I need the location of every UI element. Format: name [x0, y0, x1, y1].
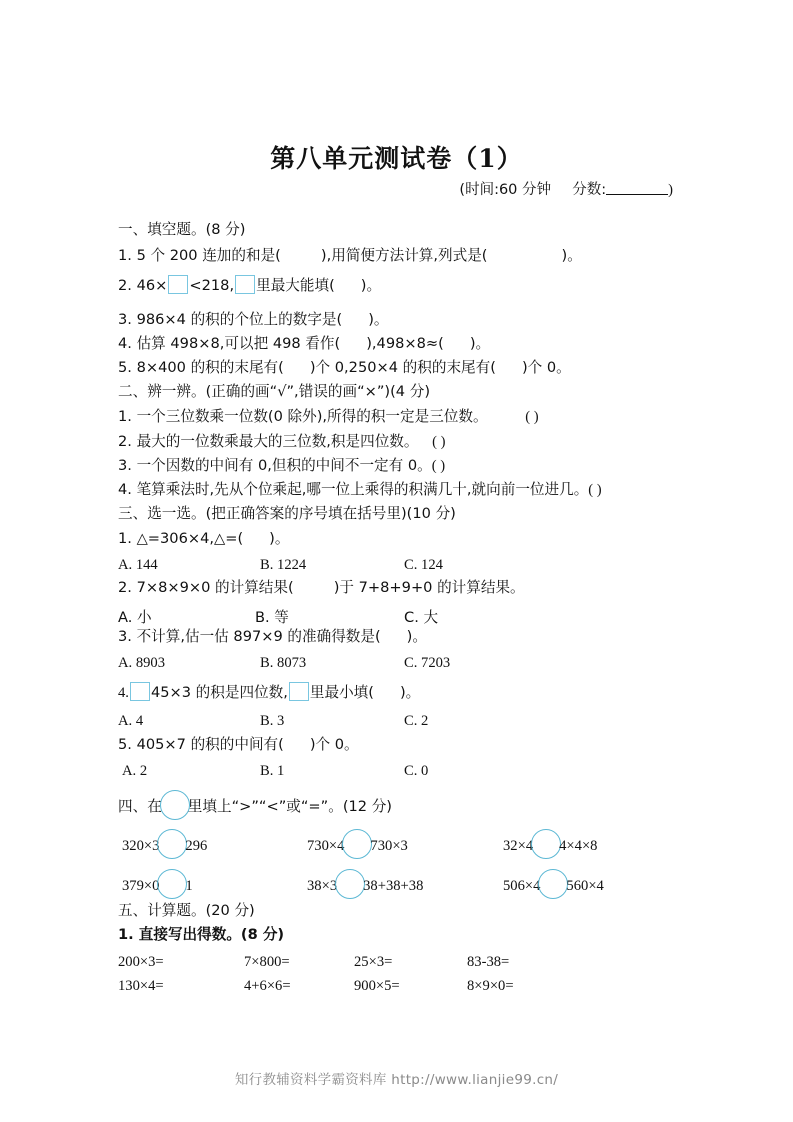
comparison-circle-icon[interactable]: [157, 869, 187, 899]
s2-item2-answer-paren[interactable]: ( ): [432, 434, 446, 450]
s1-q2-part-b: <218,: [189, 277, 235, 294]
s1-q4-part-c: )。: [469, 335, 491, 352]
section2-item-3: [118, 459, 445, 474]
exam-score-label: 分数:: [572, 182, 607, 198]
s4-row1-col3: [503, 829, 597, 859]
s5-row1-item4[interactable]: 83-38=: [467, 954, 510, 970]
s4-row1-col1: [122, 829, 207, 859]
s5-row1-item3[interactable]: 25×3=: [354, 954, 393, 970]
s2-item3-answer-paren[interactable]: ( ): [431, 458, 446, 474]
s4-r2c3-left: 506×4: [503, 878, 541, 894]
s3-q4-part-d: )。: [399, 684, 421, 701]
s2-item4-text: 4. 笔算乘法时,先从个位乘起,哪一位上乘得的积满几十,就向前一位进几。: [118, 481, 589, 498]
s4-r1c1-left: 320×3: [122, 838, 160, 854]
s3-q4-number: 4.: [118, 685, 129, 701]
section3-q1: [118, 532, 289, 547]
section1-q1: [118, 249, 582, 264]
s2-item1-answer-paren[interactable]: ( ): [525, 409, 539, 425]
s3-q4-part-b: 45×3 的积是四位数,: [150, 684, 288, 701]
answer-box-icon[interactable]: [168, 275, 188, 294]
section1-q5: [118, 361, 571, 376]
s4-r1c3-left: 32×4: [503, 838, 534, 854]
section3-q5: [118, 738, 359, 753]
section3-q2: [118, 581, 525, 596]
s4-row2-col2: [307, 869, 423, 899]
comparison-circle-icon[interactable]: [335, 869, 365, 899]
section3-heading: 三、选一选。(把正确答案的序号填在括号里)(10 分): [118, 505, 456, 522]
s1-q1-part-a: 1. 5 个 200 连加的和是(: [118, 247, 281, 264]
s3-q3-option-a[interactable]: A. 8903: [118, 655, 166, 671]
section2-heading: 二、辨一辨。(正确的画“√”,错误的画“×”)(4 分): [118, 383, 431, 400]
s3-q3-option-c[interactable]: C. 7203: [404, 655, 451, 671]
s2-item1-text: 1. 一个三位数乘一位数(0 除外),所得的积一定是三位数。: [118, 408, 488, 425]
s3-q1-option-b[interactable]: B. 1224: [260, 557, 307, 573]
s1-q2-part-a: 2. 46×: [118, 277, 168, 294]
section4-heading: [118, 790, 392, 820]
s1-q2-part-c: 里最大能填(: [256, 277, 335, 294]
s1-q1-part-c: )。: [561, 247, 582, 264]
s3-q5-text: 5. 405×7 的积的中间有(: [118, 736, 284, 753]
s3-q1-option-a[interactable]: A. 144: [118, 557, 158, 573]
s1-q2-part-d: )。: [360, 277, 382, 294]
comparison-circle-icon[interactable]: [160, 790, 190, 820]
s5-row2-item1[interactable]: 130×4=: [118, 978, 164, 994]
section2-item-1: [118, 410, 539, 425]
answer-box-icon[interactable]: [130, 682, 150, 701]
section1-q4: [118, 337, 490, 352]
comparison-circle-icon[interactable]: [157, 829, 187, 859]
section1-q2: [118, 275, 381, 294]
s4-r1c1-right: 296: [185, 838, 208, 854]
section2-item-4: [118, 483, 602, 498]
s3-q4-option-b[interactable]: B. 3: [260, 713, 285, 729]
s3-q5-option-a[interactable]: A. 2: [122, 763, 148, 779]
section5-sub1-heading: 1. 直接写出得数。(8 分): [118, 926, 285, 943]
s2-item2-text: 2. 最大的一位数乘最大的三位数,积是四位数。: [118, 433, 419, 450]
s5-row2-item4[interactable]: 8×9×0=: [467, 978, 514, 994]
s2-item3-text: 3. 一个因数的中间有 0,但积的中间不一定有 0。: [118, 457, 432, 474]
s3-q4-option-c[interactable]: C. 2: [404, 713, 429, 729]
s5-row2-item3[interactable]: 900×5=: [354, 978, 400, 994]
s1-q3-text: 3. 986×4 的积的个位上的数字是(: [118, 311, 343, 328]
s1-q3-end: )。: [368, 311, 389, 328]
s3-q5-option-c[interactable]: C. 0: [404, 763, 429, 779]
s4-row2-col1: [122, 869, 193, 899]
s4-r1c2-right: 730×3: [370, 838, 408, 854]
answer-box-icon[interactable]: [289, 682, 309, 701]
s4-row1-col2: [307, 829, 408, 859]
s4-r1c2-left: 730×4: [307, 838, 345, 854]
s3-q4-option-a[interactable]: A. 4: [118, 713, 144, 729]
answer-box-icon[interactable]: [235, 275, 255, 294]
section5-heading: 五、计算题。(20 分): [118, 902, 255, 919]
s4-heading-part-a: 四、在: [118, 798, 162, 815]
s1-q4-part-b: ),498×8≈(: [366, 335, 444, 352]
s4-r2c2-right: 38+38+38: [363, 878, 424, 894]
s1-q1-part-b: ),用简便方法计算,列式是(: [320, 247, 488, 264]
s1-q5-part-c: )个 0。: [521, 359, 571, 376]
s3-q2-option-c[interactable]: C. 大: [404, 609, 439, 626]
s3-q3-text: 3. 不计算,估一估 897×9 的准确得数是(: [118, 628, 381, 645]
s3-q2-option-b[interactable]: B. 等: [255, 609, 289, 626]
s2-item4-answer-paren[interactable]: ( ): [588, 482, 602, 498]
s3-q3-option-b[interactable]: B. 8073: [260, 655, 307, 671]
s3-q2-part-b: )于 7+8+9+0 的计算结果。: [333, 579, 525, 596]
s1-q5-part-b: )个 0,250×4 的积的末尾有(: [309, 359, 496, 376]
comparison-circle-icon[interactable]: [538, 869, 568, 899]
s3-q3-end: )。: [406, 628, 427, 645]
exam-meta-close: ): [668, 182, 673, 198]
s3-q2-part-a: 2. 7×8×9×0 的计算结果(: [118, 579, 294, 596]
s3-q1-end: )。: [269, 530, 290, 547]
s3-q4-part-c: 里最小填(: [309, 684, 374, 701]
s4-r1c3-right: 4×4×8: [559, 838, 598, 854]
section1-heading: 一、填空题。(8 分): [118, 221, 246, 238]
s1-q5-part-a: 5. 8×400 的积的末尾有(: [118, 359, 284, 376]
s5-row1-item2[interactable]: 7×800=: [244, 954, 290, 970]
page-title: 第八单元测试卷（1）: [270, 144, 523, 173]
s4-r2c2-left: 38×3: [307, 878, 338, 894]
s5-row1-item1[interactable]: 200×3=: [118, 954, 164, 970]
section3-q4: [118, 682, 420, 701]
section2-item-2: [118, 435, 446, 450]
exam-meta: [459, 178, 673, 199]
s3-q1-option-c[interactable]: C. 124: [404, 557, 443, 573]
s4-row2-col3: [503, 869, 604, 899]
s5-row2-item2[interactable]: 4+6×6=: [244, 978, 291, 994]
s4-r2c3-right: 560×4: [566, 878, 604, 894]
comparison-circle-icon[interactable]: [342, 829, 372, 859]
score-blank-line[interactable]: [606, 181, 668, 195]
s3-q1-text: 1. △=306×4,△=(: [118, 530, 244, 547]
exam-time-label: (时间:60 分钟: [459, 182, 552, 198]
s4-r2c1-left: 379×0: [122, 878, 160, 894]
s4-r2c1-right: 1: [185, 878, 193, 894]
footer-watermark: 知行教辅资料学霸资料库 http://www.lianjie99.cn/: [234, 1072, 559, 1088]
s4-heading-part-b: 里填上“>”“<”或“=”。(12 分): [187, 798, 393, 815]
s1-q4-part-a: 4. 估算 498×8,可以把 498 看作(: [118, 335, 341, 352]
section3-q3: [118, 630, 427, 645]
comparison-circle-icon[interactable]: [531, 829, 561, 859]
s3-q5-end: )个 0。: [309, 736, 359, 753]
section1-q3: [118, 313, 389, 328]
s3-q5-option-b[interactable]: B. 1: [260, 763, 285, 779]
s3-q2-option-a[interactable]: A. 小: [118, 609, 152, 626]
